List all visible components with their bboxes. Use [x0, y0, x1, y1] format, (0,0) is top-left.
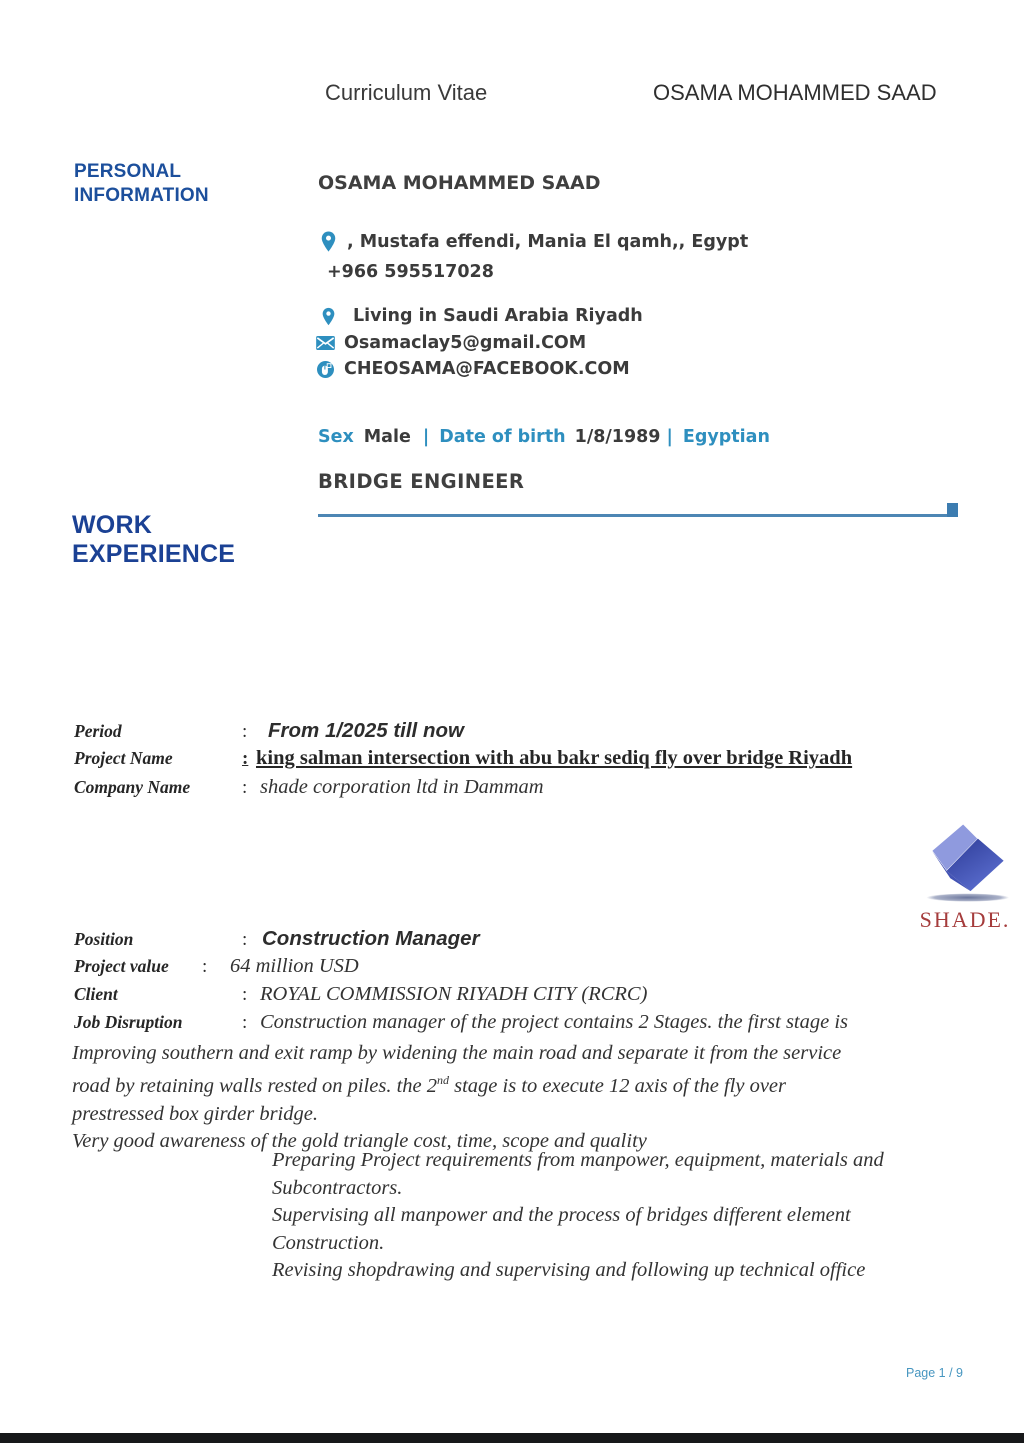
date-of-birth-value: 1/8/1989 — [574, 427, 661, 447]
email-row — [315, 333, 586, 353]
field-value-position: Construction Manager — [262, 927, 480, 950]
field-value-project-name: king salman intersection with abu bakr sediq fly over bridge Riyadh — [256, 747, 853, 769]
residence-row — [318, 306, 643, 326]
document-title: Curriculum Vitae — [325, 80, 488, 105]
job-description-paragraph — [72, 1040, 841, 1155]
duty-line: Supervising all manpower and the process of bridges different element — [272, 1204, 851, 1227]
duty-line: Revising shopdrawing and supervising and following up technical office — [272, 1259, 866, 1282]
field-row-position — [74, 927, 994, 951]
nationality-value: Egyptian — [682, 427, 770, 447]
personal-information-section-title: PERSONAL INFORMATION — [74, 161, 209, 206]
sex-label: Sex — [318, 427, 354, 447]
shade-logo — [916, 812, 1014, 933]
field-colon: : — [242, 1012, 248, 1033]
residence-text: Living in Saudi Arabia Riyadh — [353, 306, 643, 326]
social-row — [315, 359, 630, 379]
description-line — [72, 1067, 841, 1100]
field-row-client — [74, 983, 994, 1006]
field-colon: : — [202, 956, 208, 977]
address-text: , Mustafa effendi, Mania El qamh,, Egypt — [347, 231, 749, 252]
field-row-project-name — [74, 747, 994, 770]
duty-line: Subcontractors. — [272, 1176, 403, 1199]
email-text: Osamaclay5@gmail.COM — [344, 333, 587, 353]
field-label-position: Position — [74, 929, 134, 949]
field-label-project-value: Project value — [74, 956, 169, 976]
work-experience-section-title: WORK EXPERIENCE — [72, 511, 236, 568]
sex-value: Male — [363, 427, 411, 447]
section-divider — [318, 514, 958, 517]
shade-logo-diamond-icon — [917, 812, 1013, 904]
field-label-company-name: Company Name — [74, 777, 191, 797]
full-name: OSAMA MOHAMMED SAAD — [318, 172, 601, 194]
field-value-company-name: shade corporation ltd in Dammam — [260, 776, 544, 798]
description-line-text: road by retaining walls rested on piles. the 2 — [72, 1075, 437, 1098]
header-author-name: OSAMA MOHAMMED SAAD — [653, 80, 937, 105]
field-row-period — [74, 719, 994, 743]
location-pin-icon — [318, 307, 338, 326]
field-row-company-name — [74, 776, 994, 799]
description-line: Very good awareness of the gold triangle cost, time, scope and quality — [72, 1130, 647, 1153]
page-number: Page 1 / 9 — [906, 1366, 963, 1380]
description-line: Improving southern and exit ramp by widening the main road and separate it from the service — [72, 1042, 842, 1064]
bottom-border-band — [0, 1433, 1024, 1443]
field-colon: : — [242, 748, 249, 769]
duties-list — [272, 1147, 884, 1285]
field-label-period: Period — [74, 721, 122, 741]
field-colon: : — [242, 777, 248, 798]
shade-logo-text: SHADE. — [919, 907, 1011, 932]
job-title: BRIDGE ENGINEER — [318, 470, 525, 493]
separator: | — [422, 427, 430, 447]
description-line-text: stage is to execute 12 axis of the fly over — [449, 1075, 787, 1098]
duty-line: Preparing Project requirements from manpower, equipment, materials and — [272, 1149, 884, 1171]
demographics-row — [318, 427, 770, 447]
field-row-job-disruption — [74, 1011, 994, 1034]
field-value-client: ROYAL COMMISSION RIYADH CITY (RCRC) — [260, 983, 648, 1005]
phone-row — [327, 262, 494, 282]
envelope-icon — [315, 336, 335, 350]
separator: | — [666, 427, 673, 447]
phone-number: +966 595517028 — [327, 262, 494, 282]
field-value-job-disruption: Construction manager of the project contains 2 Stages. the first stage is — [260, 1011, 849, 1033]
field-colon: : — [242, 721, 248, 742]
divider-end-tick — [947, 503, 958, 517]
field-value-period: From 1/2025 till now — [268, 719, 464, 742]
duty-line: Construction. — [272, 1231, 385, 1254]
field-label-job-disruption: Job Disruption — [74, 1012, 183, 1032]
field-colon: : — [242, 929, 248, 950]
date-of-birth-label: Date of birth — [439, 427, 566, 447]
address-row — [318, 231, 748, 252]
field-colon: : — [242, 984, 248, 1005]
description-line: prestressed box girder bridge. — [72, 1102, 318, 1125]
instant-messaging-icon — [315, 361, 335, 378]
location-pin-icon — [318, 231, 338, 252]
field-label-client: Client — [74, 984, 118, 1004]
field-label-project-name: Project Name — [74, 748, 173, 768]
ordinal-superscript: nd — [437, 1073, 449, 1088]
field-value-project-value: 64 million USD — [230, 955, 359, 977]
field-row-project-value — [74, 955, 994, 978]
social-text: CHEOSAMA@FACEBOOK.COM — [344, 359, 630, 379]
